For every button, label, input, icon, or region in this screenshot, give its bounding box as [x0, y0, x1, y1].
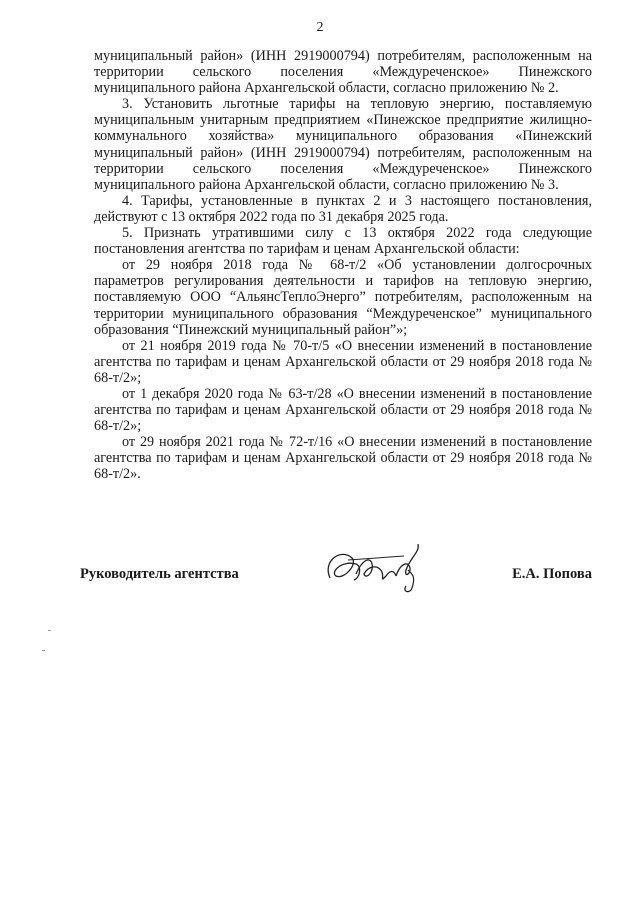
paragraph: от 21 ноября 2019 года № 70-т/5 «О внесении изменений в постановление агентства по тарифам и ценам Архангельской области от 29 ноября 2018 года № 68-т/2»; [94, 337, 592, 386]
signature-row [80, 560, 592, 600]
handwritten-signature [312, 530, 432, 600]
paragraph: 4. Тарифы, установленные в пунктах 2 и 3 настоящего постановления, действуют с 13 октября 2022 года по 31 декабря 2025 года. [94, 192, 592, 225]
scan-speck [42, 650, 45, 651]
document-body [94, 48, 592, 483]
signatory-name: Е.А. Попова [512, 566, 592, 582]
page-number: 2 [316, 20, 324, 35]
position-title: Руководитель агентства [80, 566, 239, 582]
paragraph: от 1 декабря 2020 года № 63-т/28 «О внесении изменений в постановление агентства по тарифам и ценам Архангельской области от 29 ноября 2018 года № 68-т/2»; [94, 385, 592, 435]
paragraph: муниципальный район» (ИНН 2919000794) потребителям, расположенным на территории сельского поселения «Междуреченское» Пинежского муниципального района Архангельской области, согласно приложению № 2. [94, 48, 592, 97]
paragraph: от 29 ноября 2018 года № 68-т/2 «Об установлении долгосрочных параметров регулирования деятельности и тарифов на тепловую энергию, поставляемую ООО “АльянсТеплоЭнерго” потребителям, расположенным на территории муниципального образования “Междуреченское” муниципального образования “Пинежский муниципальный район”»; [94, 257, 592, 338]
scan-speck [48, 630, 51, 631]
paragraph: 5. Признать утратившими силу с 13 октября 2022 года следующие постановления агентства по тарифам и ценам Архангельской области: [94, 225, 592, 258]
paragraph: 3. Установить льготные тарифы на тепловую энергию, поставляемую муниципальным унитарным предприятием «Пинежское предприятие жилищно-коммунального хозяйства» муниципального образования «Пинежский муниципальный район» (ИНН 2919000794) потребителям, расположенным на территории сельского поселения «Междуреченское» Пинежского муниципального района Архангельской области, согласно приложению № 3. [94, 96, 592, 193]
paragraph: от 29 ноября 2021 года № 72-т/16 «О внесении изменений в постановление агентства по тарифам и ценам Архангельской области от 29 ноября 2018 года № 68-т/2». [94, 434, 592, 483]
